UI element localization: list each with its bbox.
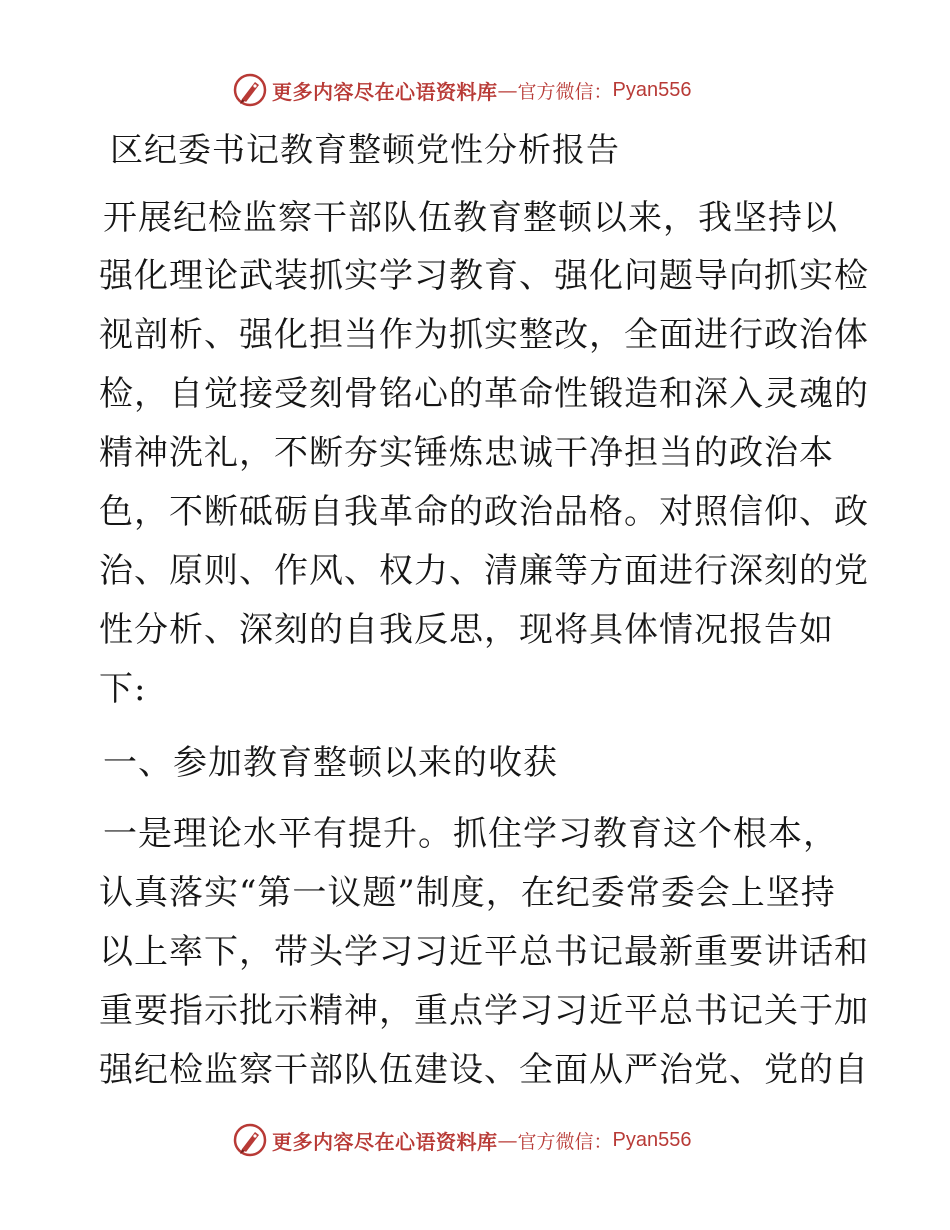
body-line: 重要指示批示精神，重点学习习近平总书记关于加 xyxy=(99,991,869,1031)
body-line: 视剖析、强化担当作为抓实整改，全面进行政治体 xyxy=(99,315,869,355)
body-line: 以上率下，带头学习习近平总书记最新重要讲话和 xyxy=(99,932,869,972)
watermark-official-label: 官方微信： xyxy=(517,1130,613,1153)
body-line: 检，自觉接受刻骨铭心的革命性锻造和深入灵魂的 xyxy=(99,374,869,414)
footer-watermark xyxy=(233,1120,691,1160)
body-line: 下: xyxy=(99,669,147,709)
header-watermark xyxy=(233,70,691,110)
body-line: 一是理论水平有提升。抓住学习教育这个根本， xyxy=(103,814,838,854)
watermark-dash: — xyxy=(497,1128,518,1152)
watermark-official-label: 官方微信： xyxy=(517,80,613,103)
watermark-wechat-id: Pyan556 xyxy=(612,1128,692,1151)
fountain-pen-logo-icon xyxy=(233,1123,267,1157)
watermark-site-name: 更多内容尽在心语资料库 xyxy=(272,79,498,104)
body-line: 强纪检监察干部队伍建设、全面从严治党、党的自 xyxy=(99,1050,869,1090)
body-line: 强化理论武装抓实学习教育、强化问题导向抓实检 xyxy=(99,256,869,296)
section-heading: 一、参加教育整顿以来的收获 xyxy=(103,743,558,783)
body-line: 性分析、深刻的自我反思，现将具体情况报告如 xyxy=(99,610,834,650)
document-title: 区纪委书记教育整顿党性分析报告 xyxy=(110,130,620,169)
body-line: 色，不断砥砺自我革命的政治品格。对照信仰、政 xyxy=(99,492,869,532)
watermark-site-name: 更多内容尽在心语资料库 xyxy=(272,1129,498,1154)
body-line: 认真落实“第一议题”制度，在纪委常委会上坚持 xyxy=(99,873,836,913)
body-line: 精神洗礼，不断夯实锤炼忠诚干净担当的政治本 xyxy=(99,433,834,473)
watermark-wechat-id: Pyan556 xyxy=(612,78,692,101)
body-line: 治、原则、作风、权力、清廉等方面进行深刻的党 xyxy=(99,551,869,591)
watermark-dash: — xyxy=(497,78,518,102)
fountain-pen-logo-icon xyxy=(233,73,267,107)
body-line: 开展纪检监察干部队伍教育整顿以来，我坚持以 xyxy=(103,198,838,238)
